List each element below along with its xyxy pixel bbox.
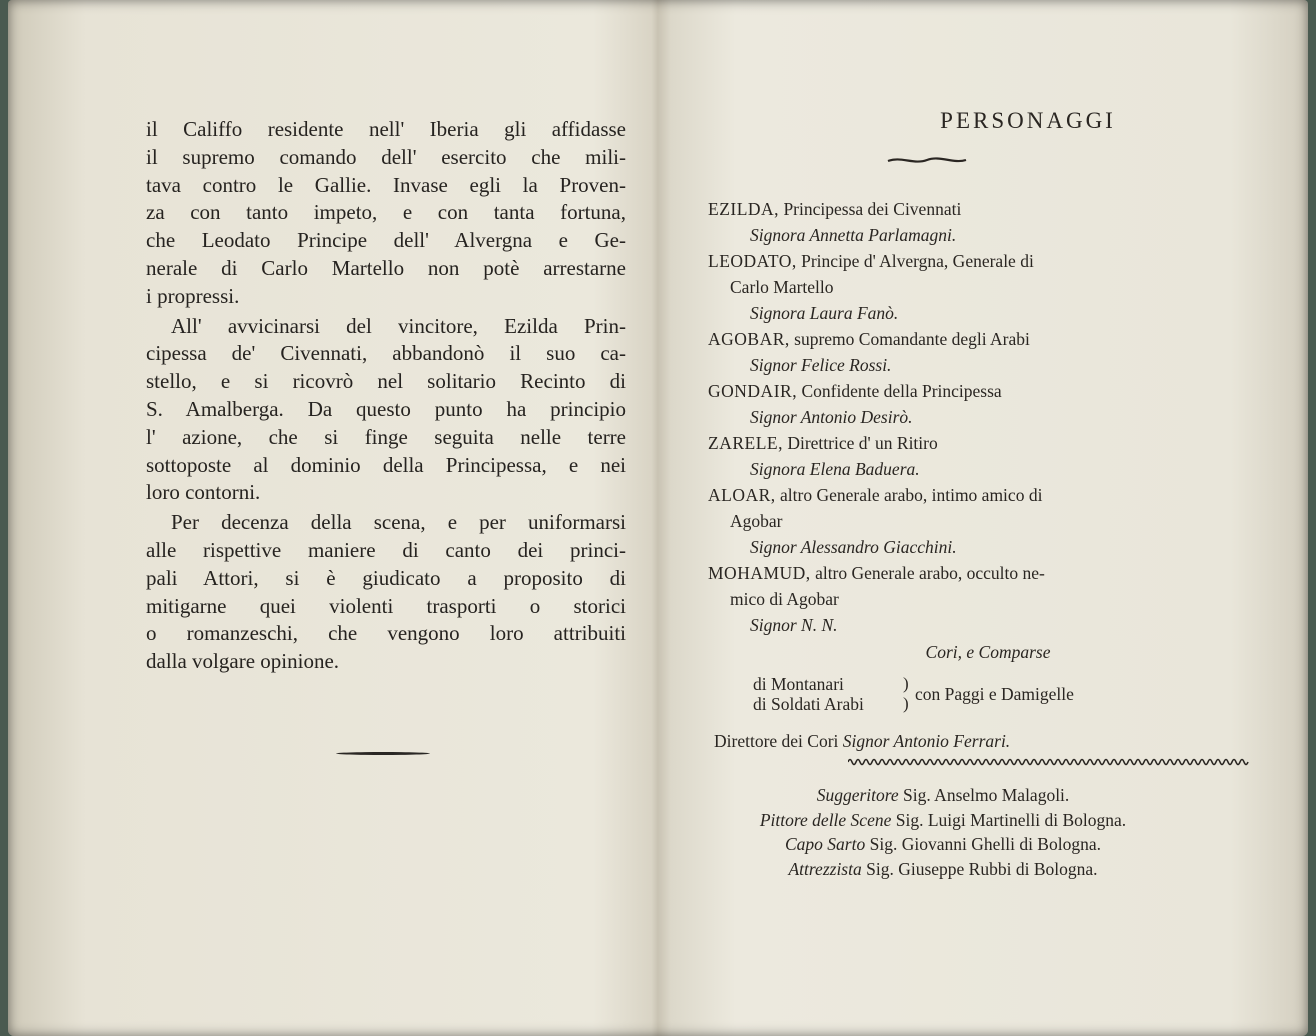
text-line: i propressi.: [146, 283, 240, 308]
text-line: sottoposte al dominio della Principessa, e nei: [146, 452, 626, 477]
cast-entry: [708, 326, 1268, 378]
cast-entry: [708, 248, 1268, 326]
credit-line: [708, 808, 1178, 833]
character-name: GONDAIR,: [708, 381, 798, 401]
text-line: che Leodato Principe dell' Alvergna e Ge-: [146, 228, 626, 253]
bracket-mark: ) ): [903, 674, 909, 713]
left-page: [8, 0, 658, 1036]
cast-entry: [708, 482, 1268, 560]
character-name: AGOBAR,: [708, 329, 790, 349]
actor-name: Signor N. N.: [750, 615, 838, 635]
actor-name: Signora Elena Baduera.: [750, 459, 920, 479]
character-role: Principessa dei Civennati: [783, 199, 962, 219]
text-line: dalla volgare opinione.: [146, 649, 340, 674]
text-line: il Califfo residente nell' Iberia gli affidasse: [146, 117, 626, 141]
text-line: l' azione, che si finge seguita nelle terre: [146, 424, 626, 449]
character-role: Direttrice d' un Ritiro: [787, 433, 938, 453]
actor-name: Signora Annetta Parlamagni.: [750, 225, 957, 245]
director-name: Signor Antonio Ferrari.: [842, 731, 1011, 751]
text-line: tava contro le Gallie. Invase egli la Proven-: [146, 172, 626, 197]
credit-role: Attrezzista: [788, 858, 862, 879]
actor-name: Signor Alessandro Giacchini.: [750, 537, 957, 557]
text-line: il supremo comando dell' esercito che mili-: [146, 144, 626, 169]
credit-person: Sig. Giuseppe Rubbi di Bologna.: [866, 858, 1098, 879]
character-name: ALOAR,: [708, 485, 776, 505]
actor-name: Signora Laura Fanò.: [750, 303, 899, 323]
character-name: EZILDA,: [708, 199, 780, 219]
character-name: LEODATO,: [708, 251, 797, 271]
chorus-line: di Montanari: [753, 674, 844, 694]
chorus-director: [708, 726, 1268, 756]
paragraph-2: [146, 313, 626, 508]
text-line: pali Attori, si è giudicato a proposito di: [146, 565, 626, 590]
cast-entry: [708, 430, 1268, 482]
text-line: All' avvicinarsi del vincitore, Ezilda Prin-: [171, 313, 626, 338]
credit-role: Capo Sarto: [785, 834, 866, 854]
character-role: altro Generale arabo, intimo amico di: [780, 485, 1043, 505]
text-line: stello, e si ricovrò nel solitario Recinto di: [146, 369, 626, 394]
page-title: PERSONAGGI: [940, 108, 1116, 133]
text-line: o romanzeschi, che vengono loro attribuiti: [146, 621, 626, 646]
cast-entry: [708, 378, 1268, 430]
credit-person: Sig. Anselmo Malagoli.: [903, 785, 1070, 805]
character-name: ZARELE,: [708, 433, 783, 453]
chorus-line: di Soldati Arabi: [753, 694, 864, 714]
character-role: Principe d' Alvergna, Generale di: [801, 251, 1034, 271]
text-line: loro contorni.: [146, 480, 261, 505]
text-line: Per decenza della scena, e per uniformarsi: [171, 510, 626, 535]
cast-list: [708, 196, 1268, 881]
credit-role: Pittore delle Scene: [759, 809, 892, 830]
actor-name: Signor Felice Rossi.: [750, 355, 892, 375]
actor-name: Signor Antonio Desirò.: [750, 407, 913, 427]
cast-entry: [708, 196, 1268, 248]
character-role-cont: mico di Agobar: [730, 589, 839, 609]
character-role-cont: Carlo Martello: [730, 277, 834, 297]
end-rule: [336, 752, 430, 755]
text-line: za con tanto impeto, e con tanta fortuna,: [146, 200, 626, 225]
cast-entry: [708, 560, 1268, 638]
director-label: Direttore dei Cori: [714, 731, 839, 751]
paragraph-3: [146, 509, 626, 676]
swash-ornament: [886, 154, 968, 166]
character-name: MOHAMUD,: [708, 563, 811, 583]
character-role: altro Generale arabo, occulto ne-: [815, 563, 1045, 583]
credit-line: [708, 857, 1178, 882]
chorus-heading: Cori, e Comparse: [925, 642, 1051, 662]
credit-role: Suggeritore: [816, 785, 899, 805]
credit-person: Sig. Luigi Martinelli di Bologna.: [895, 809, 1127, 830]
book-spread: [8, 0, 1308, 1036]
right-page: [658, 0, 1308, 1036]
chorus-group: [753, 674, 1268, 722]
character-role: supremo Comandante degli Arabi: [794, 329, 1030, 349]
credits-list: [708, 783, 1178, 881]
wavy-rule: [708, 756, 1258, 768]
text-line: nerale di Carlo Martello non potè arrestarne: [146, 255, 626, 280]
paragraph-1: [146, 116, 626, 311]
text-line: alle rispettive maniere di canto dei princi-: [146, 537, 626, 562]
credit-line: [708, 783, 1178, 808]
chorus-with: con Paggi e Damigelle: [915, 684, 1074, 704]
text-line: mitigarne quei violenti trasporti o storici: [146, 593, 626, 618]
credit-person: Sig. Giovanni Ghelli di Bologna.: [869, 834, 1101, 854]
text-line: cipessa de' Civennati, abbandonò il suo ca-: [146, 341, 626, 366]
character-role-cont: Agobar: [730, 511, 783, 531]
credit-line: [708, 832, 1178, 857]
text-line: S. Amalberga. Da questo punto ha principio: [146, 396, 626, 421]
character-role: Confidente della Principessa: [801, 381, 1002, 401]
left-page-text: [146, 116, 626, 676]
